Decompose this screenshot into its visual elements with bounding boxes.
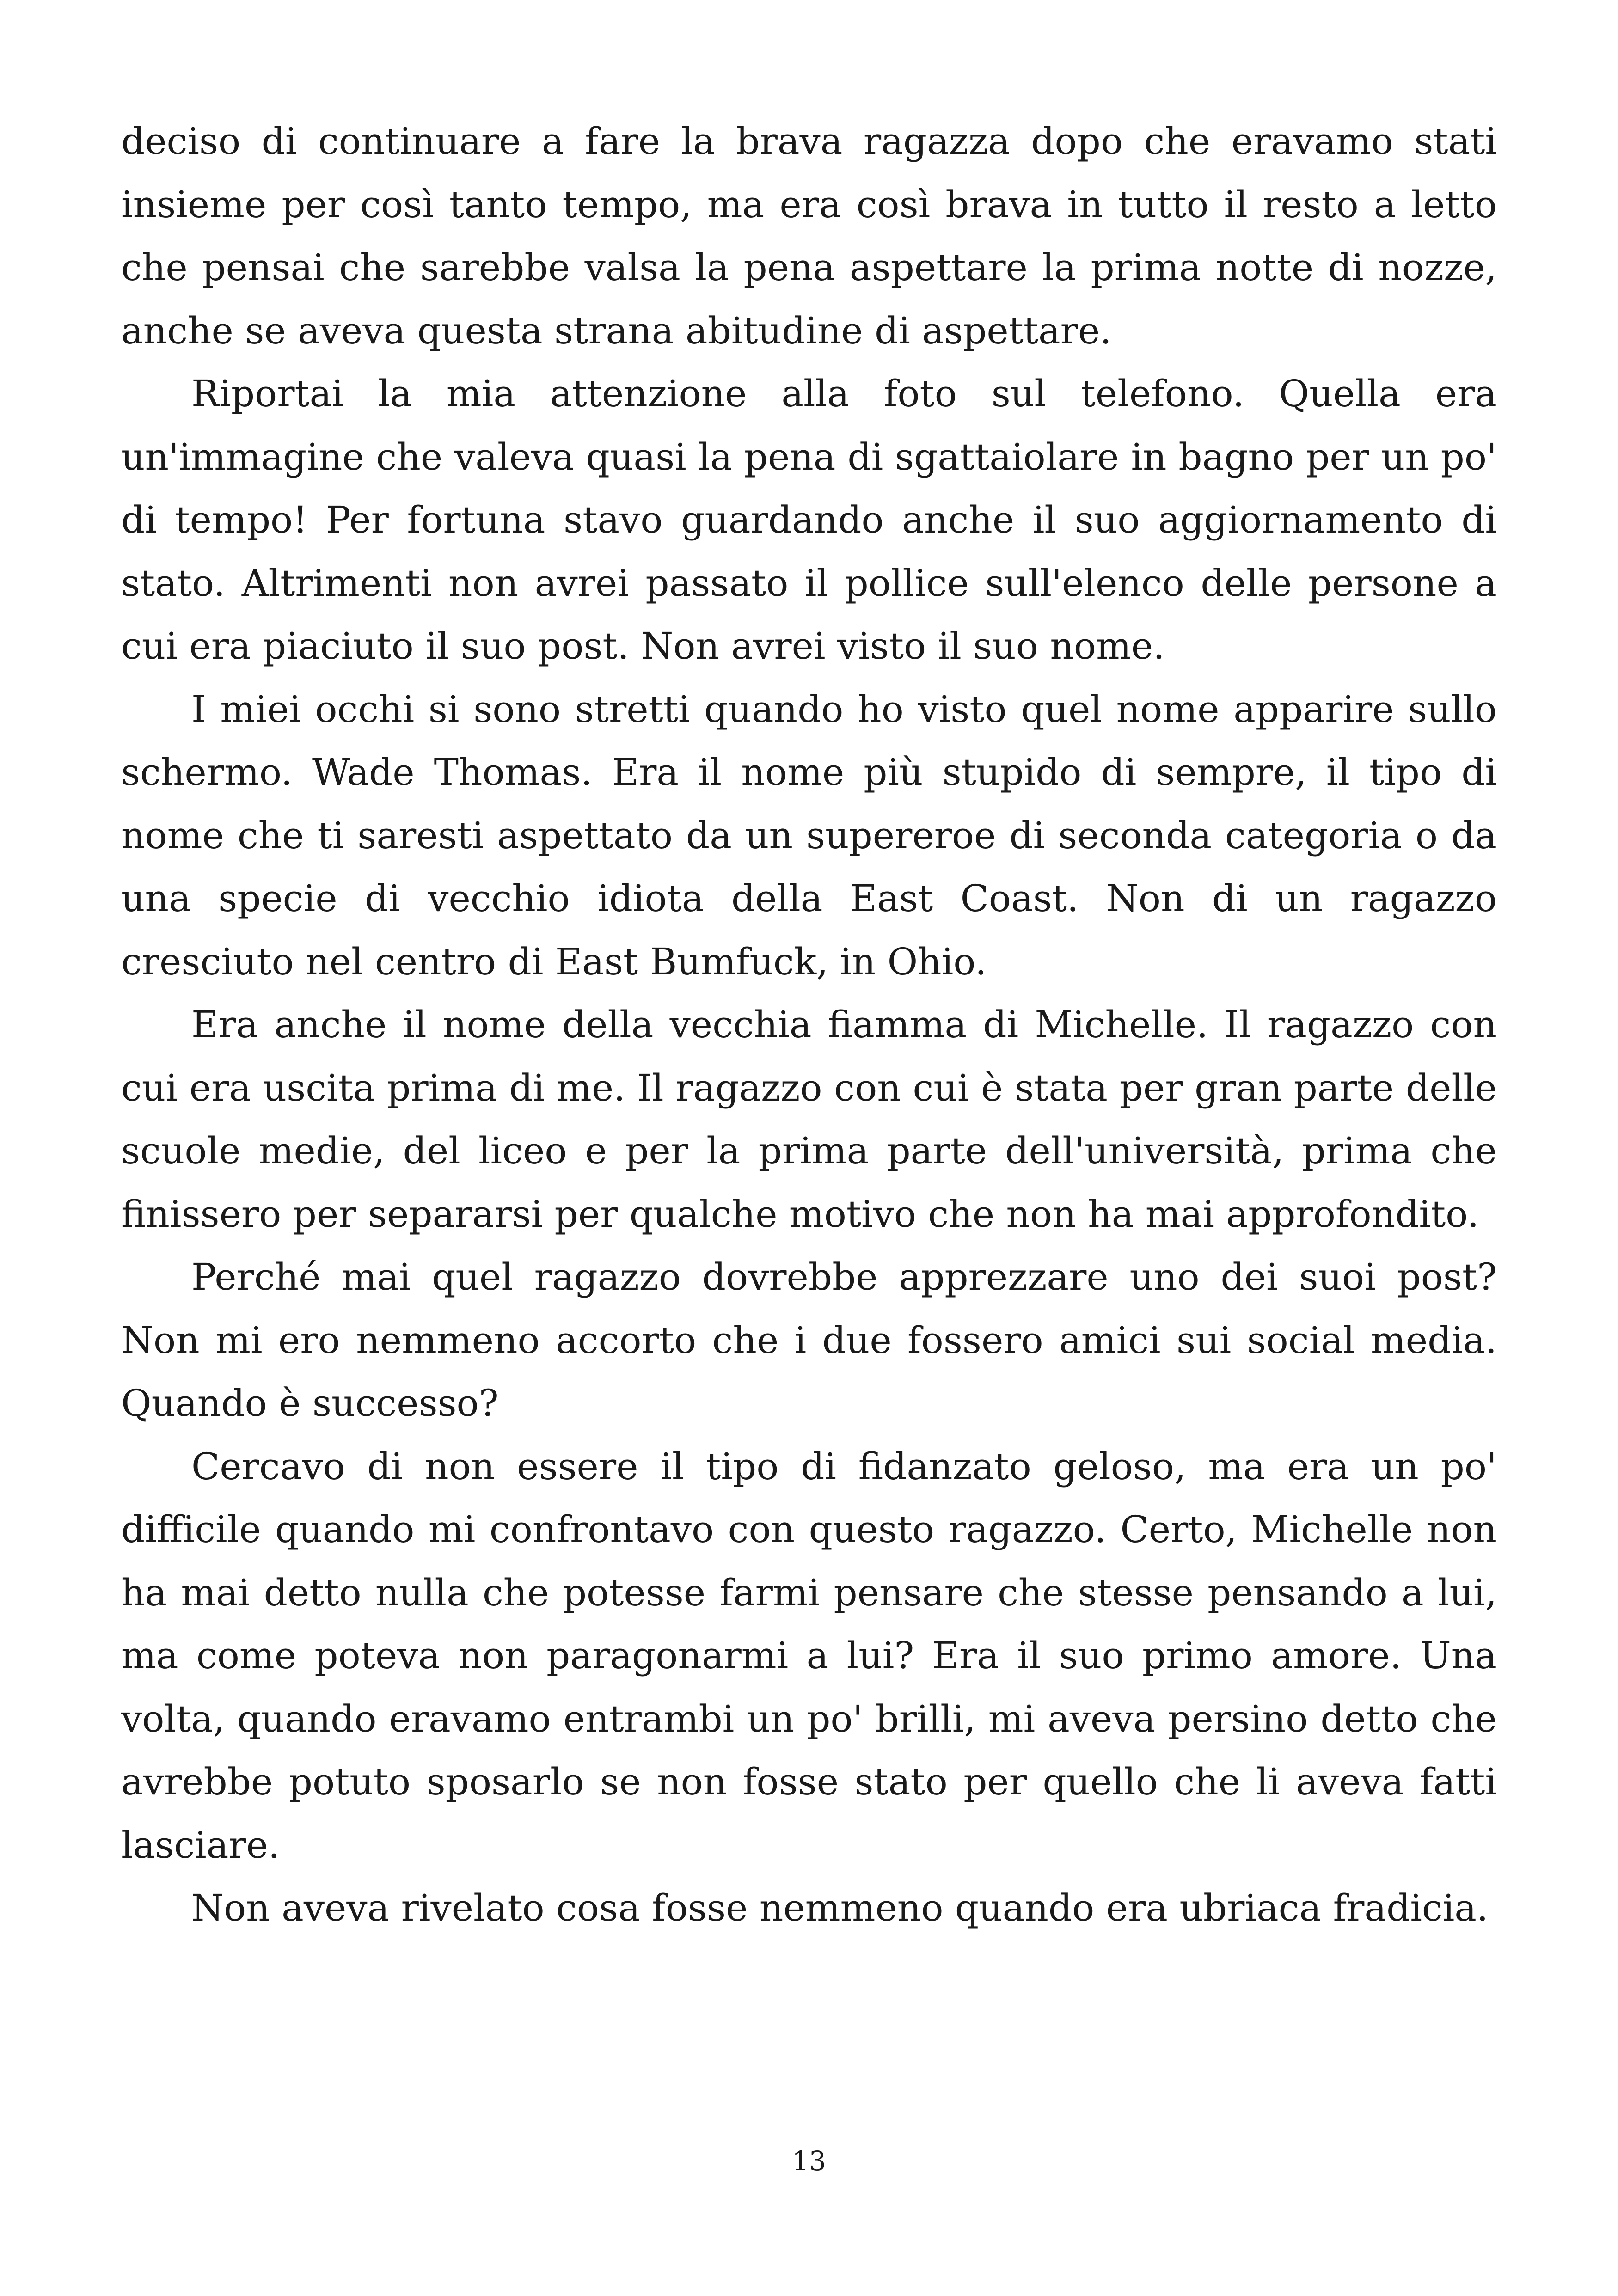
page-number: 13 xyxy=(792,2145,826,2177)
paragraph-5: Perché mai quel ragazzo dovrebbe apprezzare uno dei suoi post? Non mi ero nemmeno accorto che i due fossero amici sui social media. Quando è successo? xyxy=(121,1255,1497,1425)
paragraph-6: Cercavo di non essere il tipo di fidanzato geloso, ma era un po' difficile quando mi confrontavo con questo ragazzo. Certo, Michelle non ha mai detto nulla che potesse farmi pensare che stesse pensando a lui, ma come poteva non paragonarmi a lui? Era il suo primo amore. Una volta, quando eravamo entrambi un po' brilli, mi aveva persino detto che avrebbe potuto sposarlo se non fosse stato per quello che li aveva fatti lasciare. xyxy=(121,1445,1497,1867)
paragraph-2: Riportai la mia attenzione alla foto sul telefono. Quella era un'immagine che valeva quasi la pena di sgattaiolare in bagno per un po' di tempo! Per fortuna stavo guardando anche il suo aggiornamento di stato. Altrimenti non avrei passato il pollice sull'elenco delle persone a cui era piaciuto il suo post. Non avrei visto il suo nome. xyxy=(121,372,1497,667)
paragraph-4: Era anche il nome della vecchia fiamma di Michelle. Il ragazzo con cui era uscita prima di me. Il ragazzo con cui è stata per gran parte delle scuole medie, del liceo e per la prima parte dell'università, prima che finissero per separarsi per qualche motivo che non ha mai approfondito. xyxy=(121,1003,1497,1236)
paragraph-3: I miei occhi si sono stretti quando ho visto quel nome apparire sullo schermo. Wade Thomas. Era il nome più stupido di sempre, il tipo di nome che ti saresti aspettato da un supereroe di seconda categoria o da una specie di vecchio idiota della East Coast. Non di un ragazzo cresciuto nel centro di East Bumfuck, in Ohio. xyxy=(121,687,1497,983)
paragraph-1: deciso di continuare a fare la brava ragazza dopo che eravamo stati insieme per così tanto tempo, ma era così brava in tutto il resto a letto che pensai che sarebbe valsa la pena aspettare la prima notte di nozze, anche se aveva questa strana abitudine di aspettare. xyxy=(121,120,1497,352)
body-text xyxy=(121,110,1497,1940)
paragraph-7: Non aveva rivelato cosa fosse nemmeno quando era ubriaca fradicia. xyxy=(191,1886,1489,1929)
